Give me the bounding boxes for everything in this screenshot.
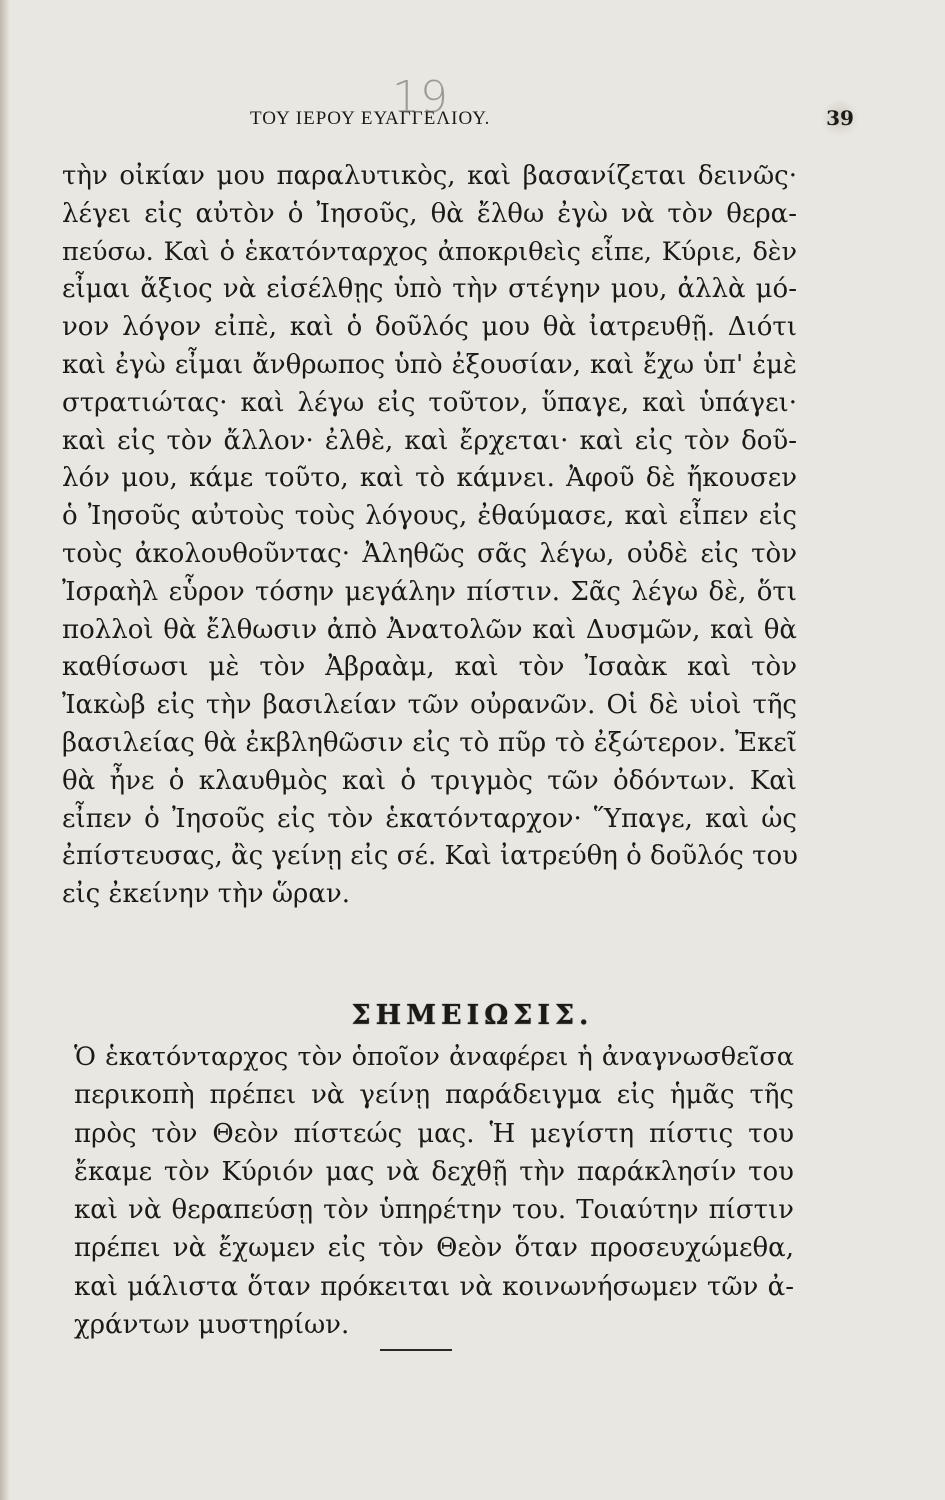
note-line: καὶ νὰ θεραπεύσῃ τὸν ὑπηρέτην του. Τοιαύτην πίστιν — [74, 1195, 794, 1226]
note-line: χράντων μυστηρίων. — [74, 1310, 350, 1341]
text-line: τὴν οἰκίαν μου παραλυτικὸς, καὶ βασανίζεται δεινῶς· — [62, 161, 797, 191]
text-line: καθίσωσι μὲ τὸν Ἀβραὰμ, καὶ τὸν Ἰσαὰκ καὶ τὸν — [62, 652, 797, 683]
text-line: στρατιώτας· καὶ λέγω εἰς τοῦτον, ὕπαγε, καὶ ὑπάγει· — [62, 387, 797, 418]
running-head: ΤΟΥ ΙΕΡΟΥ ΕΥΑΓΓΕΛΙΟΥ. — [250, 108, 491, 129]
text-line: νον λόγον εἰπὲ, καὶ ὁ δοῦλός μου θὰ ἰατρευθῇ. Διότι — [62, 312, 797, 343]
text-line: ἐπίστευσας, ἂς γείνῃ εἰς σέ. Καὶ ἰατρεύθη ὁ δοῦλός του — [62, 841, 798, 872]
text-line: λέγει εἰς αὐτὸν ὁ Ἰησοῦς, θὰ ἔλθω ἐγὼ νὰ τὸν θερα- — [62, 198, 797, 229]
note-line: Ὁ ἑκατόνταρχος τὸν ὁποῖον ἀναφέρει ἡ ἀναγνωσθεῖσα — [74, 1042, 794, 1072]
note-line: πρὸς τὸν Θεὸν πίστεώς μας. Ἡ μεγίστη πίστις του — [74, 1118, 794, 1149]
text-line: καὶ ἐγὼ εἶμαι ἄνθρωπος ὑπὸ ἐξουσίαν, καὶ ἔχω ὑπ' ἐμὲ — [62, 349, 797, 380]
note-text — [74, 1038, 794, 1344]
end-rule — [380, 1349, 452, 1351]
note-line: περικοπὴ πρέπει νὰ γείνῃ παράδειγμα εἰς ἡμᾶς τῆς — [74, 1080, 794, 1111]
handwritten-folio-mark: 19 — [392, 72, 448, 123]
page-header — [0, 72, 945, 140]
text-line: τοὺς ἀκολουθοῦντας· Ἀληθῶς σᾶς λέγω, οὐδὲ εἰς τὸν — [62, 538, 797, 569]
text-line: πεύσω. Καὶ ὁ ἑκατόνταρχος ἀποκριθεὶς εἶπε, Κύριε, δὲν — [62, 236, 797, 267]
gospel-text — [62, 158, 797, 914]
text-line: ὁ Ἰησοῦς αὐτοὺς τοὺς λόγους, ἐθαύμασε, καὶ εἶπεν εἰς — [62, 501, 797, 532]
note-line: πρέπει νὰ ἔχωμεν εἰς τὸν Θεὸν ὅταν προσευχώμεθα, — [74, 1233, 794, 1264]
text-line: Ἰακὼβ εἰς τὴν βασιλείαν τῶν οὐρανῶν. Οἱ δὲ υἱοὶ τῆς — [62, 690, 797, 721]
text-line: εἶπεν ὁ Ἰησοῦς εἰς τὸν ἑκατόνταρχον· Ὕπαγε, καὶ ὡς — [62, 803, 797, 834]
page-number: 39 — [820, 100, 860, 136]
note-line: καὶ μάλιστα ὅταν πρόκειται νὰ κοινωνήσωμεν τῶν ἀ- — [74, 1271, 794, 1302]
text-line: καὶ εἰς τὸν ἄλλον· ἐλθὲ, καὶ ἔρχεται· καὶ εἰς τὸν δοῦ- — [62, 425, 797, 456]
text-line: εἰς ἐκείνην τὴν ὥραν. — [62, 879, 350, 910]
section-title: ΣΗΜΕΙΩΣΙΣ. — [351, 1000, 594, 1031]
text-line: λόν μου, κάμε τοῦτο, καὶ τὸ κάμνει. Ἀφοῦ δὲ ἤκουσεν — [62, 463, 797, 494]
text-line: πολλοὶ θὰ ἔλθωσιν ἀπὸ Ἀνατολῶν καὶ Δυσμῶν, καὶ θὰ — [62, 614, 797, 645]
note-line: ἔκαμε τὸν Κύριόν μας νὰ δεχθῇ τὴν παράκλησίν του — [74, 1156, 794, 1187]
page-edge-shadow — [0, 0, 10, 1500]
text-line: θὰ ἦνε ὁ κλαυθμὸς καὶ ὁ τριγμὸς τῶν ὀδόντων. Καὶ — [62, 765, 797, 796]
text-line: βασιλείας θὰ ἐκβληθῶσιν εἰς τὸ πῦρ τὸ ἐξώτερον. Ἐκεῖ — [62, 727, 797, 758]
text-line: εἶμαι ἄξιος νὰ εἰσέλθῃς ὑπὸ τὴν στέγην μου, ἀλλὰ μό- — [62, 274, 797, 305]
text-line: Ἰσραὴλ εὗρον τόσην μεγάλην πίστιν. Σᾶς λέγω δὲ, ὅτι — [62, 576, 797, 607]
